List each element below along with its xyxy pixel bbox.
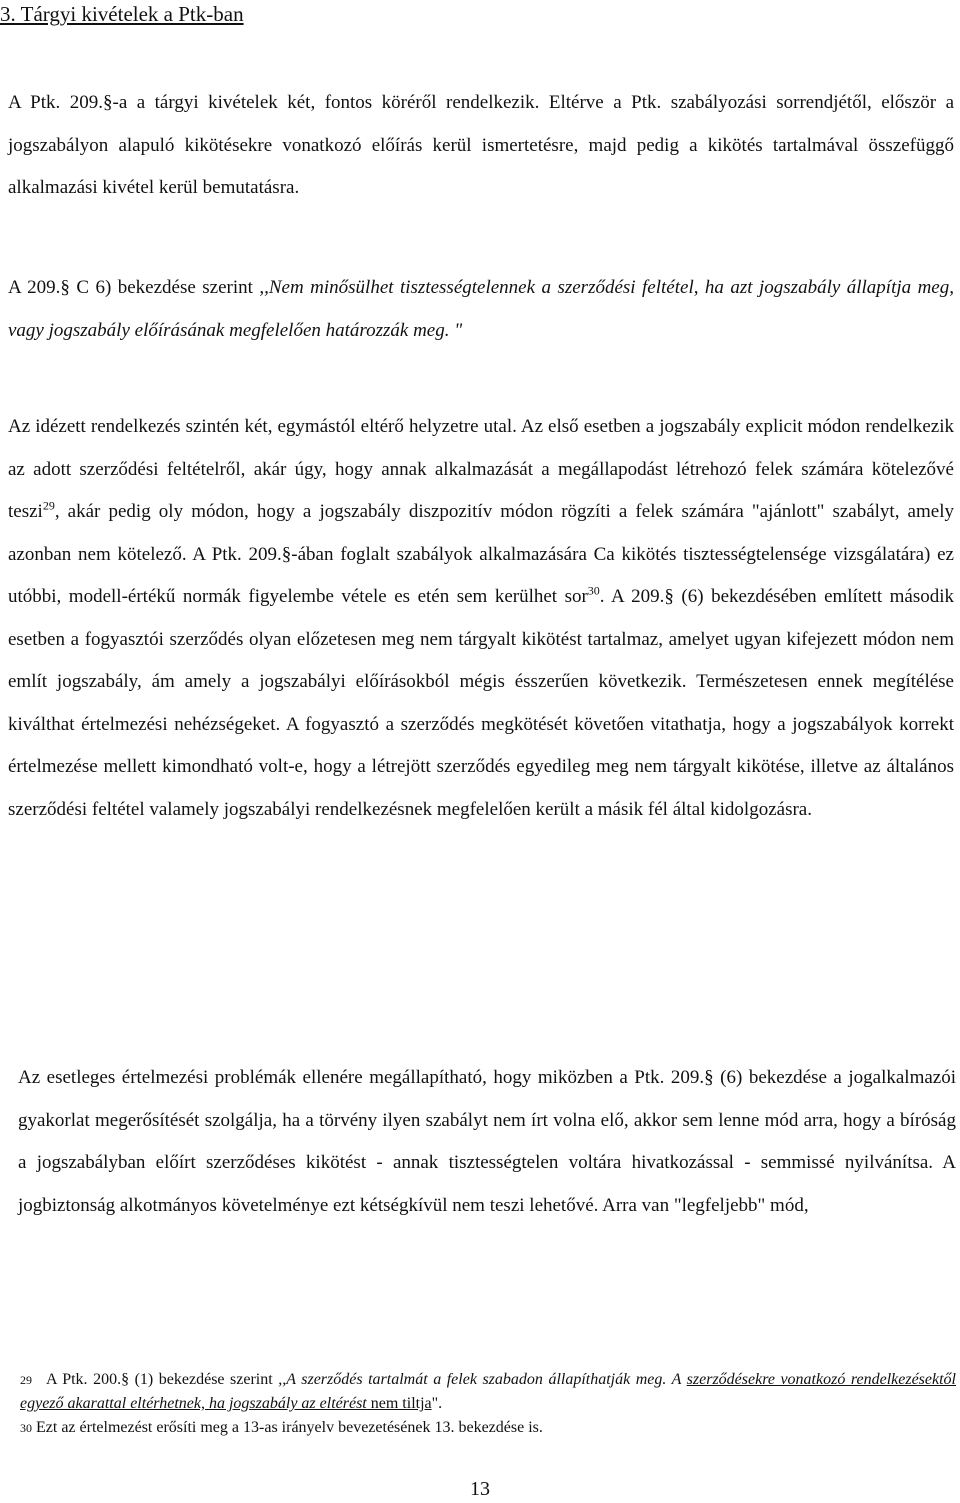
- footnote-quote-tail: nem tiltja: [366, 1395, 432, 1412]
- footnotes: [20, 1368, 956, 1440]
- footnote-number: 29: [20, 1373, 32, 1387]
- footnote-30: [20, 1416, 956, 1440]
- page-number: 13: [470, 1478, 490, 1500]
- paragraph-analysis: [8, 406, 954, 831]
- footnote-text: Ezt az értelmezést erősíti meg a 13-as irányelv bevezetésének 13. bekezdése is.: [36, 1419, 543, 1436]
- footnote-ref-29[interactable]: 29: [42, 498, 55, 513]
- footnote-number: 30: [20, 1421, 32, 1435]
- analysis-part-2: , akár pedig oly módon, hogy a jogszabály diszpozitív módon rögzíti a felek számára "ajánlott" szabályt, amely azonban nem kötelező. A Ptk. 209.§-ában foglalt szabályok alkalmazására Ca kikötés tisztességtelensége vizsgálatára) ez utóbbi, modell-értékű normák figyelembe vétele es etén sem kerülhet sor: [8, 501, 954, 607]
- footnote-lead: A Ptk. 200.§ (1) bekezdése szerint: [46, 1371, 279, 1388]
- analysis-part-1: Az idézett rendelkezés szintén két, egymástól eltérő helyzetre utal. Az első esetben a jogszabály explicit módon rendelkezik az adott szerződési feltételről, akár úgy, hogy annak alkalmazását a megállapodást létrehozó felek számára kötelezővé teszi: [8, 416, 954, 522]
- quoted-provision: ,,Nem minősülhet tisztességtelennek a szerződési feltétel, ha azt jogszabály állapítja meg, vagy jogszabály előírásának megfelelően határozzák meg. ": [8, 277, 954, 341]
- footnote-29: [20, 1368, 956, 1416]
- paragraph-intro: A Ptk. 209.§-a a tárgyi kivételek két, fontos köréről rendelkezik. Eltérve a Ptk. szabályozási sorrendjétől, először a jogszabályon alapuló kikötésekre vonatkozó előírás kerül ismertetésre, majd pedig a kikötés tartalmával összefüggő alkalmazási kivétel kerül bemutatásra.: [8, 92, 954, 198]
- footnote-ref-30[interactable]: 30: [587, 583, 600, 598]
- footnote-quote-close: ".: [431, 1395, 443, 1412]
- section-heading: 3. Tárgyi kivételek a Ptk-ban: [0, 2, 244, 26]
- quote-lead: A 209.§ C 6) bekezdése szerint: [8, 277, 260, 298]
- paragraph-quote-209-6: [8, 267, 954, 352]
- analysis-part-3: . A 209.§ (6) bekezdésében említett második esetben a fogyasztói szerződés olyan előzetesen meg nem tárgyalt kikötést tartalmaz, amelyet ugyan kifejezett módon nem említ jogszabály, ám amely a jogszabályi előírásokból mégis ésszerűen következik. Természetesen ennek megítélése kiválthat értelmezési nehézségeket. A fogyasztó a szerződés megkötését követően vitathatja, hogy a jogszabályok korrekt értelmezése mellett kimondható volt-e, hogy a létrejött szerződés egyedileg meg nem tárgyalt kikötése, illetve az általános szerződési feltétel valamely jogszabályi rendelkezésnek megfelelően került a másik fél által kidolgozásra.: [8, 586, 954, 820]
- footnote-quote-underlined: szerződésekre vonatkozó rendelkezésektől egyező akarattal eltérhetnek, ha jogszabály az eltérést: [20, 1371, 956, 1412]
- paragraph-conclusion: Az esetleges értelmezési problémák ellenére megállapítható, hogy miközben a Ptk. 209.§ (6) bekezdése a jogalkalmazói gyakorlat megerősítését szolgálja, ha a törvény ilyen szabályt nem írt volna elő, akkor sem lenne mód arra, hogy a bíróság a jogszabályban előírt szerződéses kikötést - annak tisztességtelen voltára hivatkozással - semmissé nyilvánítsa. A jogbiztonság alkotmányos követelménye ezt kétségkívül nem teszi lehetővé. Arra van "legfeljebb" mód,: [18, 1067, 956, 1216]
- footnote-quote: ,,A szerződés tartalmát a felek szabadon állapíthatják meg. A: [278, 1371, 687, 1388]
